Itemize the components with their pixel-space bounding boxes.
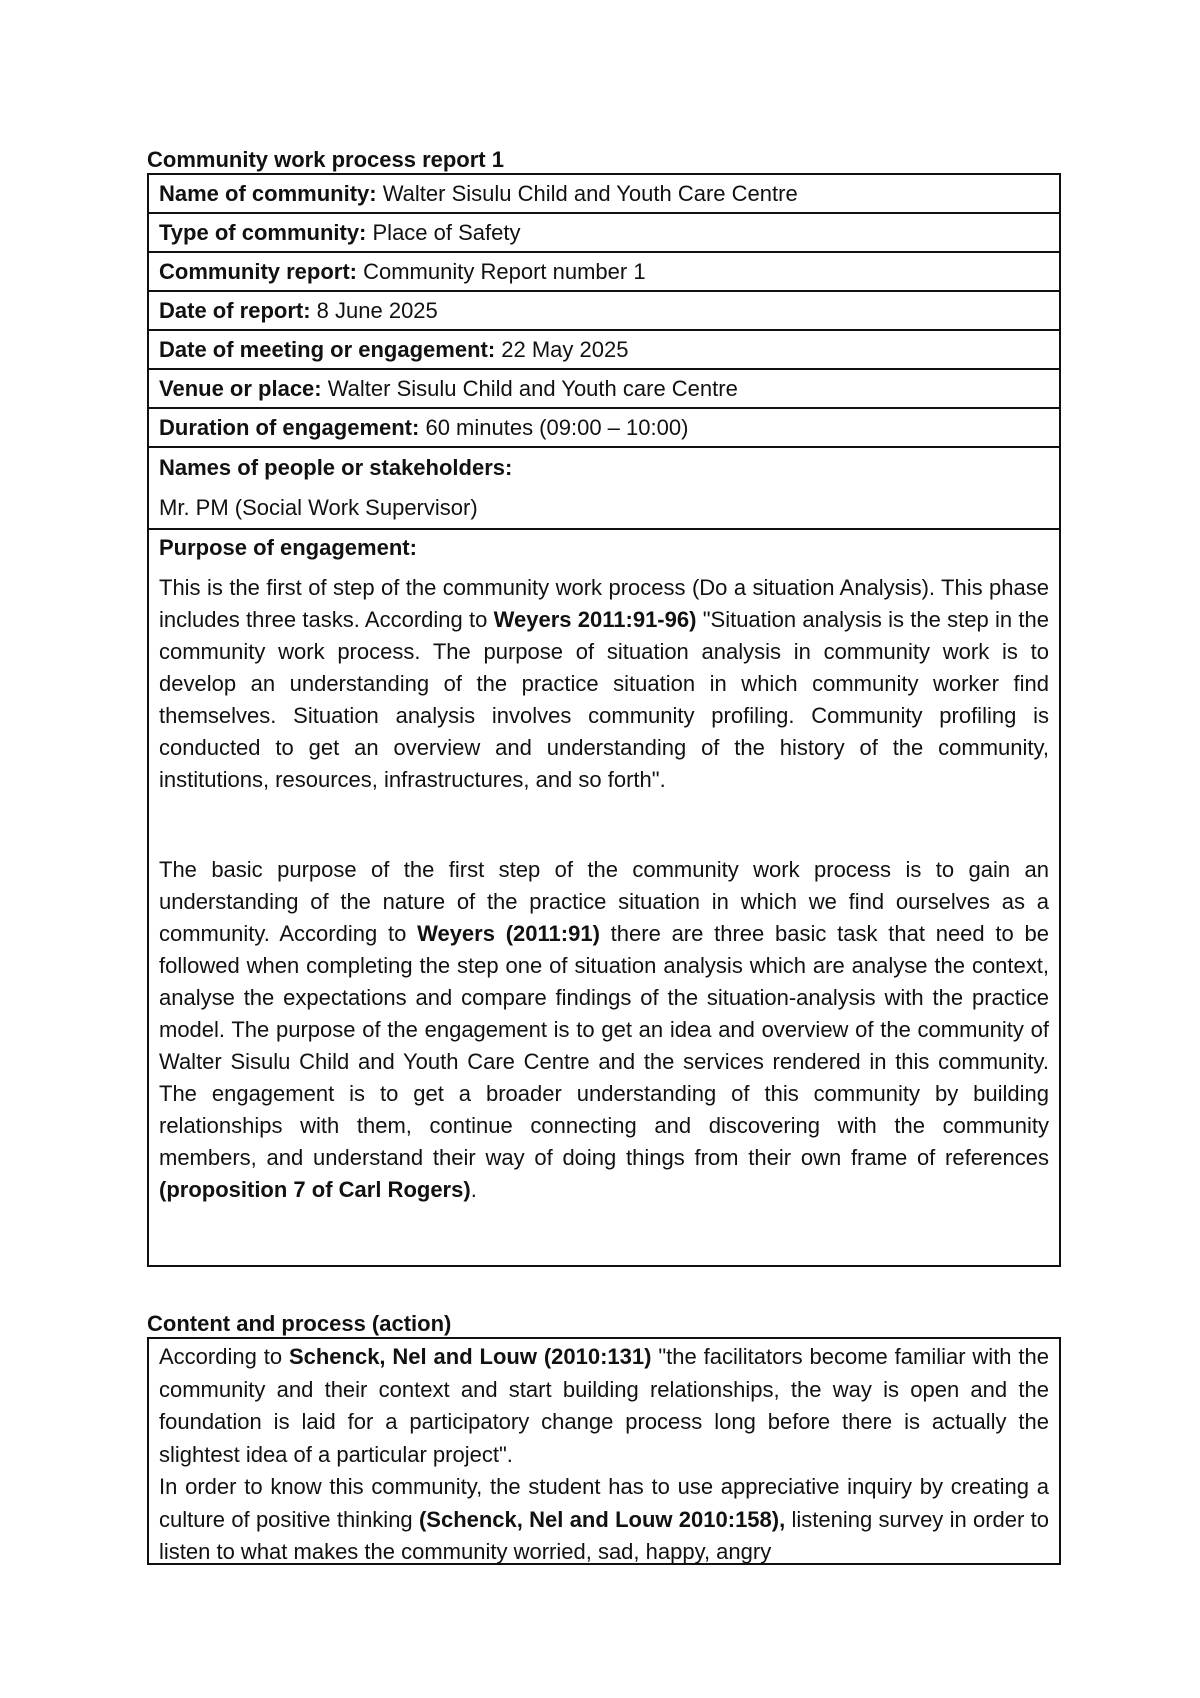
purpose-paragraph-2: [159, 854, 1049, 1206]
content-section-title: Content and process (action): [147, 1311, 452, 1336]
community-name-value: Walter Sisulu Child and Youth Care Centre: [376, 181, 798, 206]
meeting-date-row: [148, 330, 1060, 369]
stakeholders-value: Mr. PM (Social Work Supervisor): [159, 495, 478, 520]
purpose-paragraph-1: [159, 572, 1049, 796]
purpose-row: [148, 529, 1060, 1266]
weyers-2011-citation: Weyers (2011:91): [417, 921, 600, 946]
community-report-row: [148, 252, 1060, 291]
content-p1-quote: "the facilitators become familiar with the community and their context and start building relationships, the way is open and the foundation is laid for a participatory change process long before there is actually the slightest idea of a particular project".: [159, 1344, 1049, 1467]
report-date-label: Date of report:: [159, 298, 311, 323]
content-p2-text: In order to know this community, the student has to use appreciative inquiry by creating a culture of positive thinking: [159, 1474, 1049, 1532]
stakeholders-row: [148, 447, 1060, 529]
content-paragraph-2: [159, 1471, 1049, 1565]
purpose-p2-body: there are three basic task that need to be followed when completing the step one of situation analysis which are analyse the context, analyse the expectations and compare findings of the situation-analysis with the practice model. The purpose of the engagement is to get an idea and overview of the community of Walter Sisulu Child and Youth Care Centre and the services rendered in this community. The engagement is to get a broader understanding of this community by building relationships with them, continue connecting and discovering with the community members, and understand their way of doing things from their own frame of references: [159, 921, 1049, 1170]
schenck-2010-131-citation: Schenck, Nel and Louw (2010:131): [288, 1344, 652, 1369]
venue-row: [148, 369, 1060, 408]
weyers-citation: Weyers 2011:91-96): [493, 607, 697, 632]
community-name-label: Name of community:: [159, 181, 377, 206]
content-p1-text: According to: [159, 1344, 289, 1369]
schenck-2010-158-citation: (Schenck, Nel and Louw 2010:158),: [418, 1506, 786, 1532]
community-type-label: Type of community:: [159, 220, 367, 245]
purpose-p2-end: .: [470, 1177, 477, 1202]
report-title: Community work process report 1: [147, 147, 504, 172]
stakeholders-label: Names of people or stakeholders:: [159, 455, 513, 480]
purpose-p2-text: The basic purpose of the first step of the community work process is to gain an understanding of the nature of the practice situation in which we find ourselves as a community. According to: [159, 857, 1049, 946]
content-paragraph-1: [159, 1341, 1049, 1471]
purpose-label: Purpose of engagement:: [159, 535, 417, 560]
community-report-label: Community report:: [159, 259, 357, 284]
venue-value: Walter Sisulu Child and Youth care Centre: [321, 376, 738, 401]
report-date-row: [148, 291, 1060, 330]
purpose-p1-quote: "Situation analysis is the step in the community work process. The purpose of situation analysis in community work is to develop an understanding of the practice situation in which community worker find themselves. Situation analysis involves community profiling. Community profiling is conducted to get an overview and understanding of the history of the community, institutions, resources, infrastructures, and so forth".: [159, 607, 1049, 792]
community-type-row: [148, 213, 1060, 252]
community-type-value: Place of Safety: [366, 220, 521, 245]
community-report-value: Community Report number 1: [357, 259, 646, 284]
report-details-table: [147, 173, 1061, 1267]
rogers-citation: (proposition 7 of Carl Rogers): [159, 1177, 471, 1202]
duration-row: [148, 408, 1060, 447]
content-p2-body: listening survey in order to listen to what makes the community worried, sad, happy, angry: [159, 1506, 1049, 1564]
meeting-date-label: Date of meeting or engagement:: [159, 337, 496, 362]
report-date-value: 8 June 2025: [310, 298, 438, 323]
meeting-date-value: 22 May 2025: [495, 337, 629, 362]
purpose-p1-text: This is the first of step of the community work process (Do a situation Analysis). This phase includes three tasks. According to: [159, 575, 1049, 632]
venue-label: Venue or place:: [159, 376, 322, 401]
content-box: [147, 1337, 1061, 1565]
duration-value: 60 minutes (09:00 – 10:00): [419, 415, 689, 440]
duration-label: Duration of engagement:: [159, 415, 420, 440]
community-name-row: [148, 174, 1060, 213]
